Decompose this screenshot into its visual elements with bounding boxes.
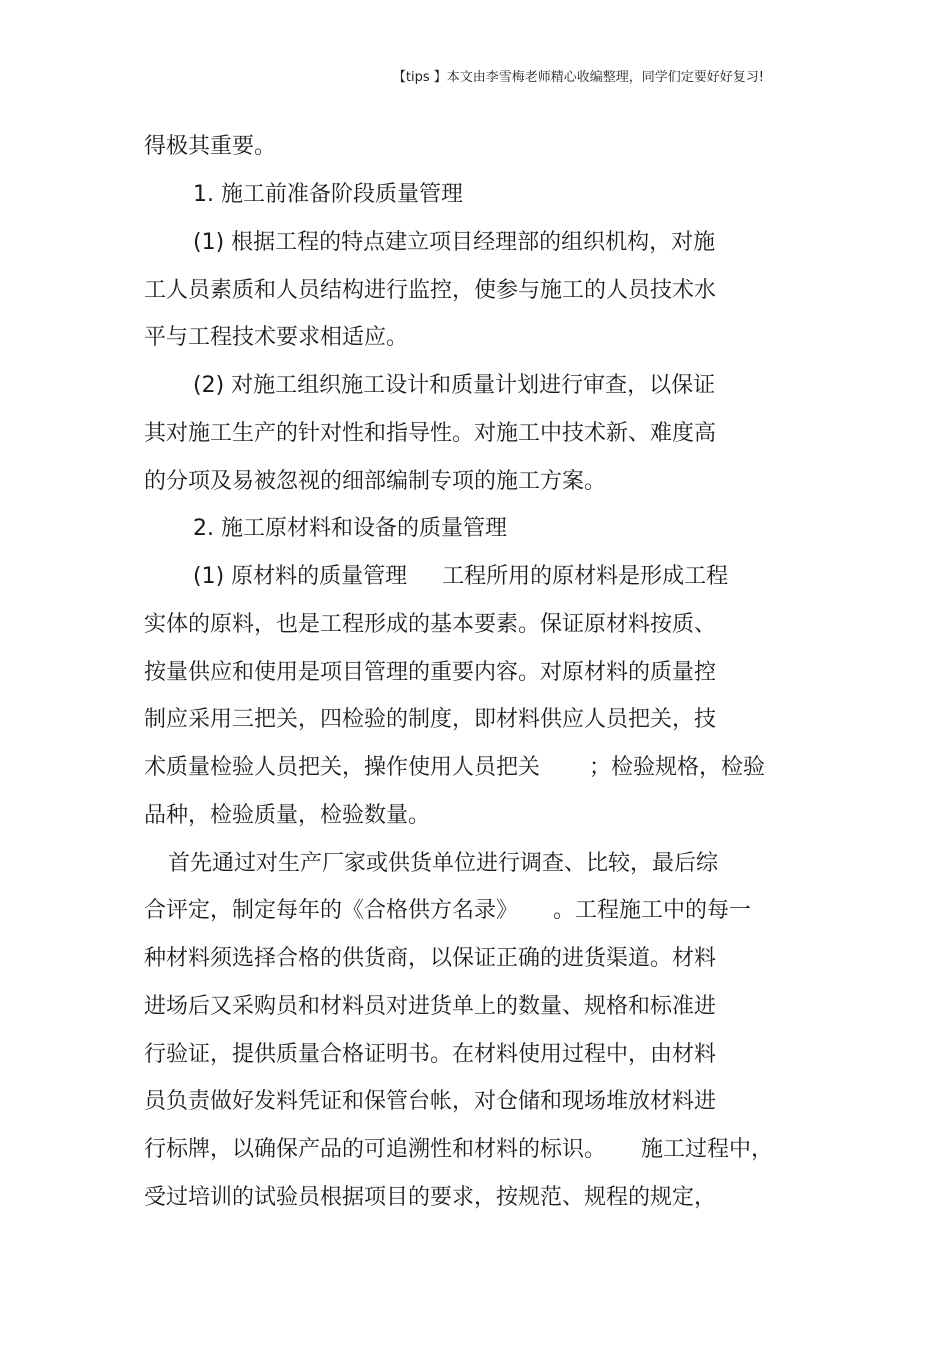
body-line: 合评定，制定每年的《合格供方名录》 。工程施工中的每一 — [144, 898, 751, 923]
body-line: 品种，检验质量，检验数量。 — [144, 803, 431, 828]
body-line: 术质量检验人员把关，操作使用人员把关 ；检验规格，检验 — [144, 755, 765, 780]
body-line: 实体的原料，也是工程形成的基本要素。保证原材料按质、 — [144, 612, 717, 637]
body-line: 得极其重要。 — [144, 134, 277, 159]
body-line: (1) 原材料的质量管理 工程所用的原材料是形成工程 — [193, 564, 729, 589]
body-line: 受过培训的试验员根据项目的要求，按规范、规程的规定， — [144, 1185, 717, 1210]
section-heading: 2. 施工原材料和设备的质量管理 — [193, 516, 507, 541]
body-line: 首先通过对生产厂家或供货单位进行调查、比较，最后综 — [168, 851, 719, 876]
body-line: 制应采用三把关，四检验的制度，即材料供应人员把关，技 — [144, 707, 717, 732]
body-line: 行标牌，以确保产品的可追溯性和材料的标识。 施工过程中， — [144, 1137, 773, 1162]
body-line: 种材料须选择合格的供货商，以保证正确的进货渠道。材料 — [144, 946, 717, 971]
body-line: (1) 根据工程的特点建立项目经理部的组织机构，对施 — [193, 230, 716, 255]
body-line: 其对施工生产的针对性和指导性。对施工中技术新、难度高 — [144, 421, 717, 446]
body-line: 行验证，提供质量合格证明书。在材料使用过程中，由材料 — [144, 1042, 717, 1067]
body-line: 平与工程技术要求相适应。 — [144, 325, 409, 350]
body-line: 工人员素质和人员结构进行监控，使参与施工的人员技术水 — [144, 278, 717, 303]
body-line: 按量供应和使用是项目管理的重要内容。对原材料的质量控 — [144, 660, 717, 685]
header-tips-note: 【tips 】本文由李雪梅老师精心收编整理，同学们定要好好复习! — [392, 70, 764, 85]
body-line: 进场后又采购员和材料员对进货单上的数量、规格和标准进 — [144, 994, 717, 1019]
body-line: 员负责做好发料凭证和保管台帐，对仓储和现场堆放材料进 — [144, 1089, 717, 1114]
body-line: (2) 对施工组织施工设计和质量计划进行审查，以保证 — [193, 373, 716, 398]
body-line: 的分项及易被忽视的细部编制专项的施工方案。 — [144, 469, 607, 494]
section-heading: 1. 施工前准备阶段质量管理 — [193, 182, 463, 207]
